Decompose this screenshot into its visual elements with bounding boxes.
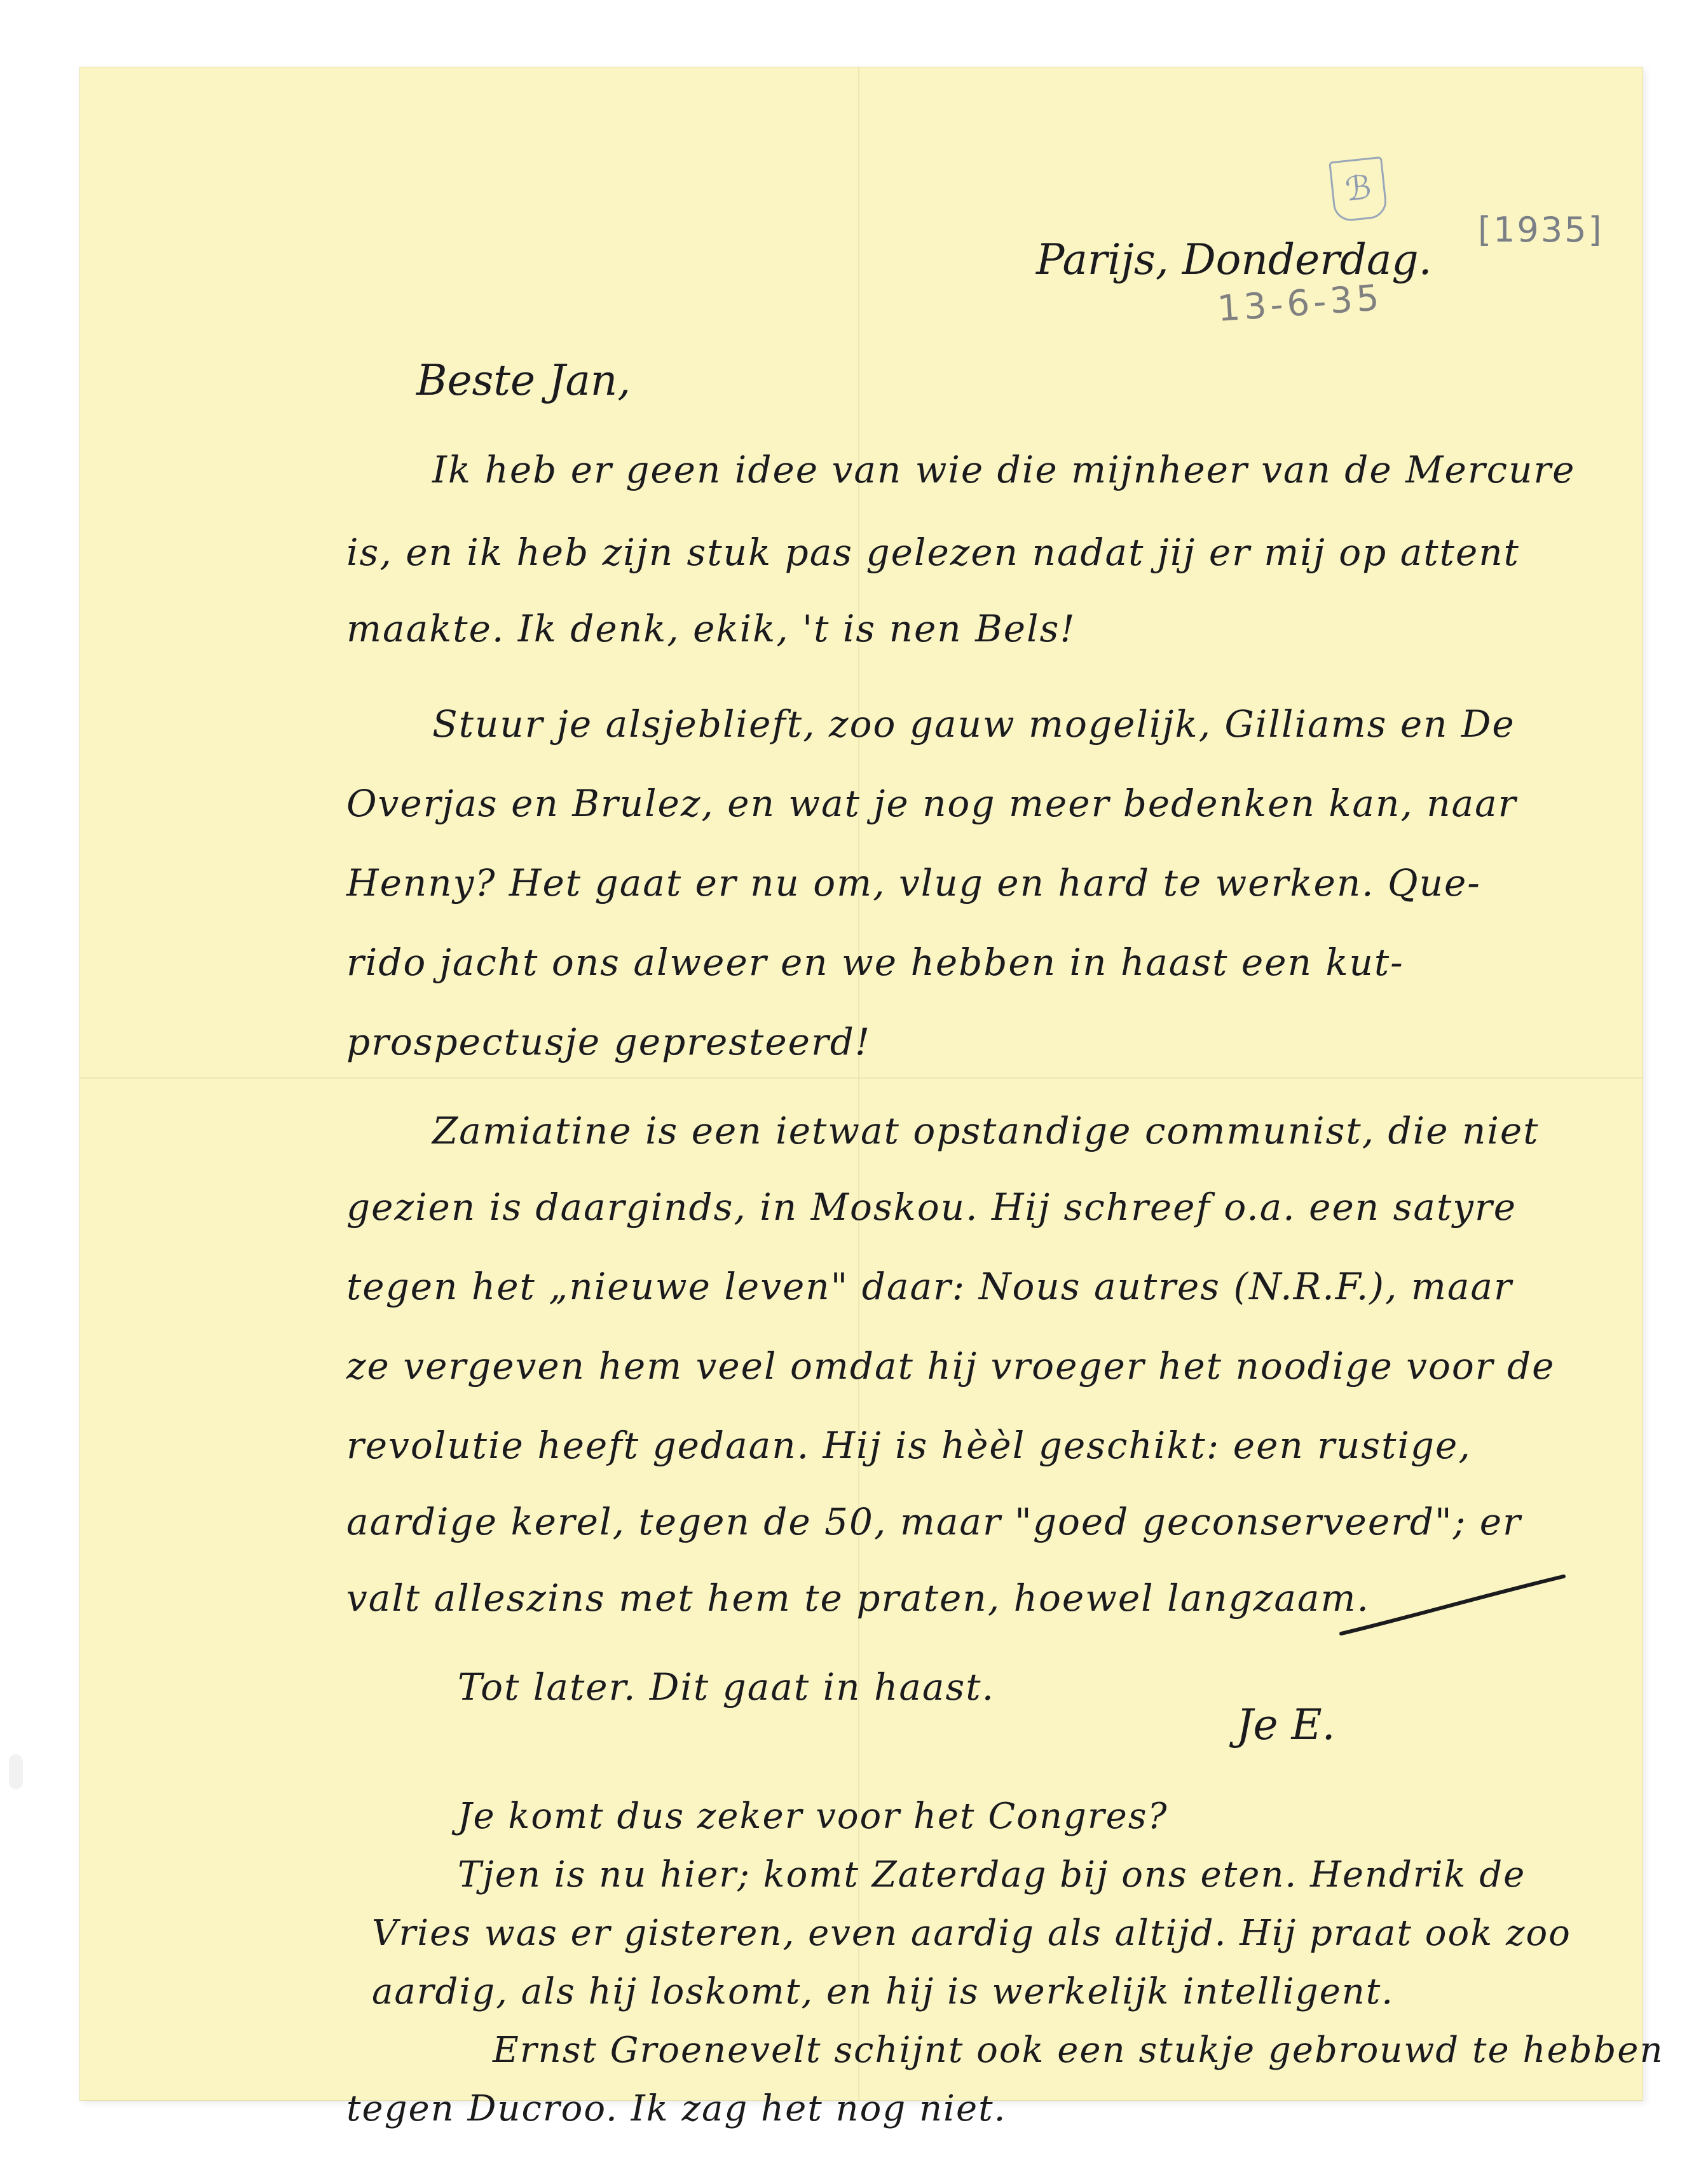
body-line: prospectusje gepresteerd! <box>346 1020 871 1063</box>
body-line: tegen het „nieuwe leven" daar: Nous autres (N.R.F.), maar <box>346 1265 1513 1308</box>
body-line: valt alleszins met hem te praten, hoewel langzaam. <box>346 1576 1370 1620</box>
signature-flourish <box>1338 1570 1567 1640</box>
postscript-line: Vries was er gisteren, even aardig als altijd. Hij praat ook zoo <box>372 1913 1571 1954</box>
closing-signature: Je E. <box>1236 1700 1336 1749</box>
letter-sheet <box>79 67 1664 2129</box>
body-line: Ik heb er geen idee van wie die mijnheer van de Mercure <box>432 448 1576 491</box>
archive-year-note: [1935] <box>1478 210 1604 250</box>
salutation: Beste Jan, <box>416 356 631 405</box>
archive-stamp: ℬ <box>1329 156 1388 222</box>
body-line: Stuur je alsjeblieft, zoo gauw mogelijk, Gilliams en De <box>432 702 1515 746</box>
body-line: maakte. Ik denk, ekik, 't is nen Bels! <box>346 607 1076 650</box>
body-line: Henny? Het gaat er nu om, vlug en hard te werken. Que- <box>346 861 1481 905</box>
body-line: aardige kerel, tegen de 50, maar "goed geconserveerd"; er <box>346 1500 1522 1543</box>
body-line: gezien is daarginds, in Moskou. Hij schreef o.a. een satyre <box>346 1185 1517 1229</box>
body-line: Tot later. Dit gaat in haast. <box>458 1665 995 1709</box>
body-line: ze vergeven hem veel omdat hij vroeger het noodige voor de <box>346 1344 1555 1388</box>
body-line: revolutie heeft gedaan. Hij is hèèl geschikt: een rustige, <box>346 1424 1472 1467</box>
body-line: is, en ik heb zijn stuk pas gelezen nadat jij er mij op attent <box>346 531 1520 574</box>
letter-body <box>79 67 1643 1620</box>
body-line: rido jacht ons alweer en we hebben in haast een kut- <box>346 941 1404 984</box>
body-line: Zamiatine is een ietwat opstandige communist, die niet <box>432 1109 1540 1152</box>
postscript-line: aardig, als hij loskomt, en hij is werkelijk intelligent. <box>372 1971 1395 2012</box>
place-date-heading: Parijs, Donderdag. <box>1036 235 1432 284</box>
body-line: Overjas en Brulez, en wat je nog meer bedenken kan, naar <box>346 782 1517 825</box>
postscript-line: Tjen is nu hier; komt Zaterdag bij ons eten. Hendrik de <box>458 1854 1526 1895</box>
postscript-line: tegen Ducroo. Ik zag het nog niet. <box>346 2088 1007 2129</box>
pencil-date-note: 13-6-35 <box>1216 277 1384 331</box>
postscript-line: Ernst Groenevelt schijnt ook een stukje gebrouwd te hebben <box>493 2030 1664 2071</box>
postscript-line: Je komt dus zeker voor het Congres? <box>458 1796 1168 1837</box>
scan-mark <box>9 1754 23 1789</box>
